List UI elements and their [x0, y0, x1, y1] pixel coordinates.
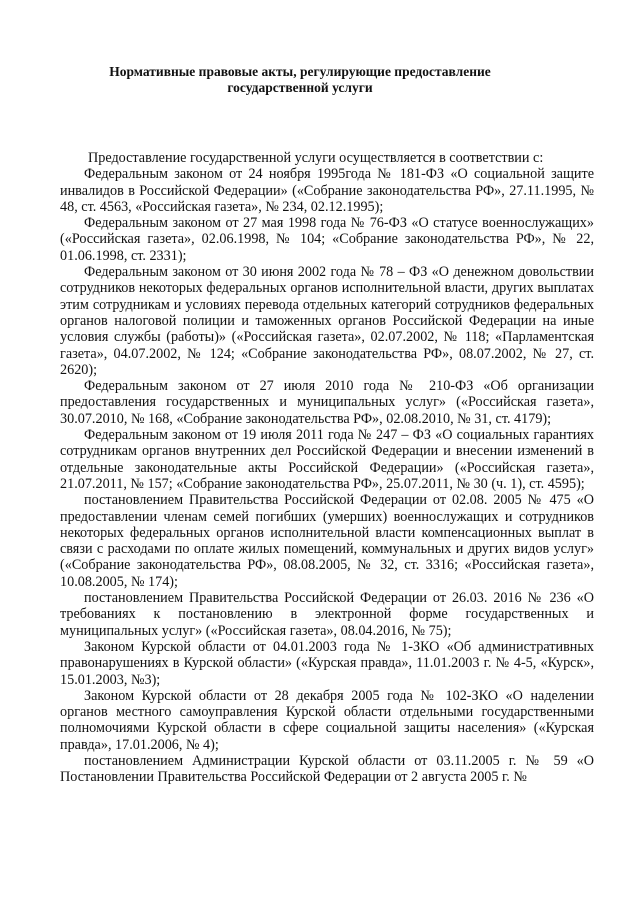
- title-line-1: Нормативные правовые акты, регулирующие предоставление: [109, 64, 491, 79]
- paragraph-law-210: Федеральным законом от 27 июля 2010 года № 210-ФЗ «Об организации предоставления государственных и муниципальных услуг» («Российская газета», 30.07.2010, № 168, «Собрание законодательства РФ», 02.08.2010, № 31, ст. 4179);: [60, 378, 594, 427]
- paragraph-law-247: Федеральным законом от 19 июля 2011 года № 247 – ФЗ «О социальных гарантиях сотрудникам органов внутренних дел Российской Федерации и внесении изменений в отдельные законодательные акты Российской Федерации» («Российская газета», 21.07.2011, № 157; «Собрание законодательства РФ», 25.07.2011, № 30 (ч. 1), ст. 4595);: [60, 427, 594, 492]
- paragraph-kursk-decree-59: постановлением Администрации Курской области от 03.11.2005 г. № 59 «О Постановлении Правительства Российской Федерации от 2 августа 2005 г. №: [60, 752, 594, 786]
- paragraph-law-78: Федеральным законом от 30 июня 2002 года № 78 – ФЗ «О денежном довольствии сотрудников некоторых федеральных органов исполнительной власти, других выплатах этим сотрудникам и условиях перевода отдельных категорий сотрудников федеральных органов налоговой полиции и таможенных органов Российской Федерации на иные условия службы (работы)» («Российская газета», 02.07.2002, № 118; «Парламентская газета», 04.07.2002, № 124; «Собрание законодательства РФ», 08.07.2002, № 27, ст. 2620);: [60, 264, 594, 378]
- document-title: [40, 64, 560, 96]
- paragraph-law-181: Федеральным законом от 24 ноября 1995года № 181-ФЗ «О социальной защите инвалидов в Российской Федерации» («Собрание законодательства РФ», 27.11.1995, № 48, ст. 4563, «Российская газета», № 234, 02.12.1995);: [60, 166, 594, 215]
- paragraph-law-76: Федеральным законом от 27 мая 1998 года № 76-ФЗ «О статусе военнослужащих» («Российская газета», 02.06.1998, № 104; «Собрание законодательства РФ», № 22, 01.06.1998, ст. 2331);: [60, 215, 594, 264]
- document-body: [60, 150, 594, 786]
- title-line-2: государственной услуги: [227, 80, 373, 95]
- paragraph-kursk-law-1: Законом Курской области от 04.01.2003 года № 1-ЗКО «Об административных правонарушениях в Курской области» («Курская правда», 11.01.2003 г. № 4-5, «Курск», 15.01.2003, №3);: [60, 638, 594, 688]
- paragraph-decree-236: постановлением Правительства Российской Федерации от 26.03. 2016 № 236 «О требованиях к постановлению в электронной форме государственных и муниципальных услуг» («Российская газета», 08.04.2016, № 75);: [60, 590, 594, 639]
- paragraph-intro: Предоставление государственной услуги осуществляется в соответствии с:: [88, 150, 544, 166]
- paragraph-decree-475: постановлением Правительства Российской Федерации от 02.08. 2005 № 475 «О предоставлении членам семей погибших (умерших) военнослужащих и сотрудников некоторых федеральных органов исполнительной власти компенсационных выплат в связи с расходами по оплате жилых помещений, коммунальных и других видов услуг» («Собрание законодательства РФ», 08.08.2005, № 32, ст. 3316; «Российская газета», 10.08.2005, № 174);: [60, 492, 594, 590]
- paragraph-kursk-law-102: Законом Курской области от 28 декабря 2005 года № 102-ЗКО «О наделении органов местного самоуправления Курской области отдельными государственными полномочиями Курской области в сфере социальной защиты населения» («Курская правда», 17.01.2006, № 4);: [60, 687, 594, 753]
